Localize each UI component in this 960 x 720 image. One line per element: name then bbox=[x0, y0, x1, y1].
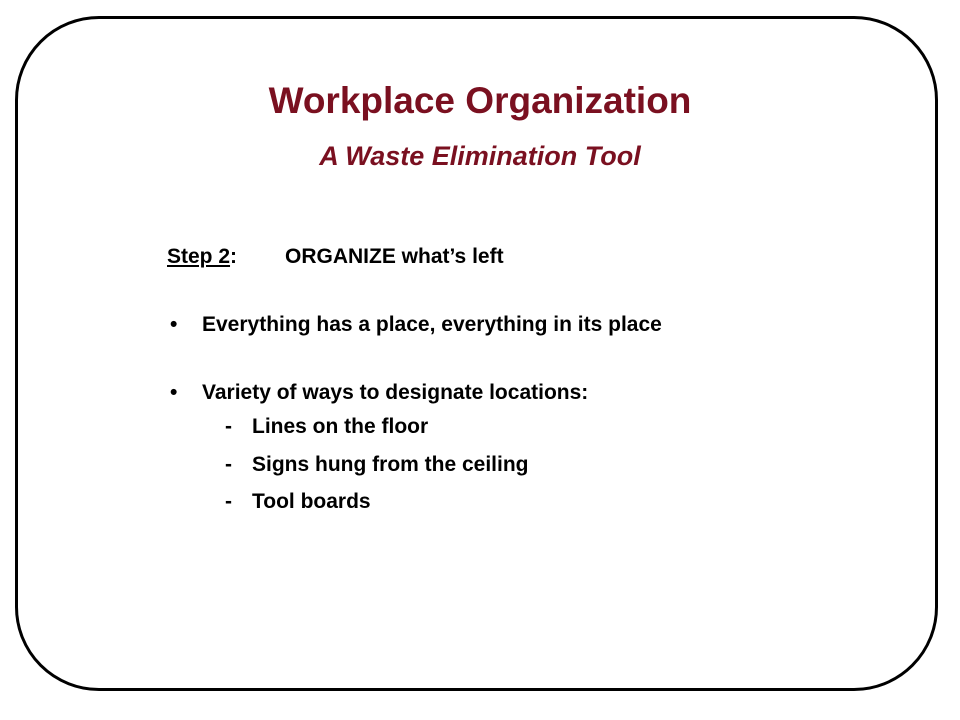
dash-icon: - bbox=[225, 490, 232, 513]
step-label: Step 2 bbox=[167, 245, 231, 268]
sub-list-text: Tool boards bbox=[252, 490, 371, 513]
step-heading bbox=[167, 240, 504, 274]
slide-subtitle: A Waste Elimination Tool bbox=[319, 141, 641, 171]
step-colon: : bbox=[230, 245, 238, 268]
bullet-icon: • bbox=[170, 381, 178, 404]
bullet-icon: • bbox=[170, 313, 178, 336]
sub-list-text: Signs hung from the ceiling bbox=[252, 453, 529, 476]
sub-list-text: Lines on the floor bbox=[252, 415, 429, 438]
dash-icon: - bbox=[225, 453, 232, 476]
bullet-text: Everything has a place, everything in its place bbox=[202, 313, 662, 336]
dash-icon: - bbox=[225, 415, 232, 438]
slide-title: Workplace Organization bbox=[268, 80, 692, 121]
bullet-text: Variety of ways to designate locations: bbox=[202, 381, 589, 404]
step-text: ORGANIZE what’s left bbox=[285, 245, 504, 268]
